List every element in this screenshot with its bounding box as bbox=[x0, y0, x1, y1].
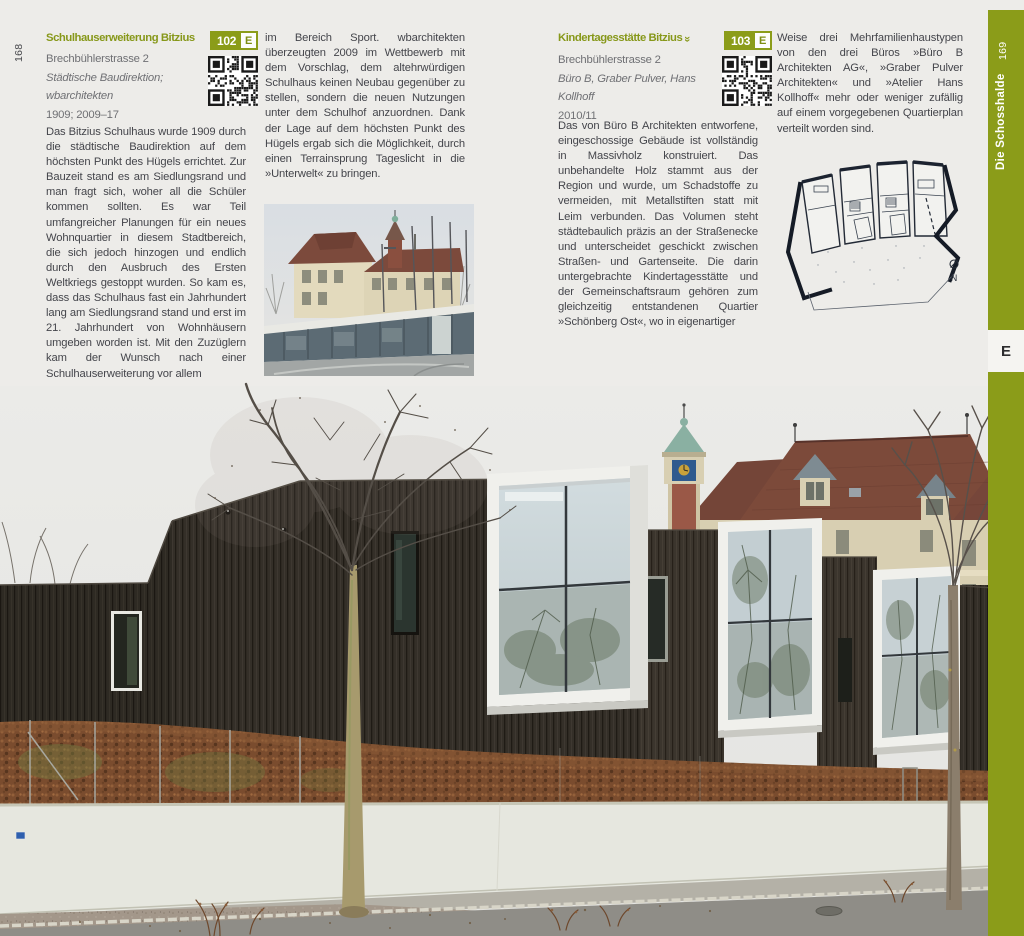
entry-103-badge bbox=[724, 31, 772, 50]
entry-103-text-col2: Weise drei Mehrfamilienhaustypen von den drei Büros »Büro B Architekten AG«, »Graber Pulver Architekten« und »Atelier Hans Kollhoff« mehr oder weniger zufällig auf einem vorgegebenen Quartierplan verteilt worden sind. bbox=[777, 32, 963, 135]
entry-103-address: Brechbühlerstrasse 2 bbox=[558, 54, 661, 66]
entry-103-years: 2010/11 bbox=[558, 109, 597, 122]
entry-102-architect2: wbarchitekten bbox=[46, 90, 114, 103]
section-letter-tab: E bbox=[988, 330, 1024, 372]
qr-code-103 bbox=[722, 56, 772, 106]
entry-102-title: Schulhauserweiterung Bitzius bbox=[46, 32, 195, 44]
wall-sign bbox=[16, 832, 25, 839]
glazed-box-3 bbox=[873, 566, 960, 755]
entry-102-address: Brechbühlerstrasse 2 bbox=[46, 53, 149, 65]
entry-103-number: 103 bbox=[731, 33, 751, 48]
photo-direction-icon: » bbox=[681, 36, 694, 42]
glazed-box-2 bbox=[718, 518, 822, 738]
entry-102-text-col2: im Bereich Sport. wbarchitekten überzeugten 2009 im Wettbewerb mit dem Vorschlag, dem altehrwürdigen Schulhaus keinen Neubau gegenüber zu stellen, sondern die neuen Nutzungen unter dem Schulhof anzuordnen. Dank der Lage auf dem höchsten Punkt des Hügels ergab sich die Möglichkeit, durch einen Terrainsprung Tageslicht in die »Unterwelt« zu bringen. bbox=[265, 32, 465, 180]
entry-103-title: Kindertagesstätte Bitzius bbox=[558, 32, 683, 44]
qr-code-102 bbox=[208, 56, 258, 106]
entry-102-years: 1909; 2009–17 bbox=[46, 108, 119, 121]
manhole-cover bbox=[816, 907, 842, 916]
entry-102-number: 102 bbox=[217, 33, 237, 48]
svg-text:N: N bbox=[950, 273, 958, 283]
entry-103-text-col1: Das von Büro B Architekten entworfene, eingeschossige Gebäude ist vollständig in Massivholz konstruiert. Das unbehandelte Holz stammt aus der Region und wurde, um Schadstoffe zu vermeiden, mit Metallstiften statt mit Leim verbunden. Das Volumen steht städtebaulich präzis an der Straßenecke und unterscheidet geschickt zwischen Straßen- und Gartenseite. Die darin untergebrachte Kindertagesstätte und der Gemeinschaftsraum gehören zum gleichzeitig entstandenen Quartier »Schönberg Ost«, wo in eigenartiger bbox=[558, 120, 758, 329]
entry-102-text-col1: Das Bitzius Schulhaus wurde 1909 durch die städtische Baudirektion auf dem höchsten Punkt des Hügels errichtet. Zur Bauzeit stand es am Siedlungsrand und man fragt sich, woher all die Schüler kommen sollten. Es war Teil umfangreicher Planungen für ein neues Wohnquartier in diesem Stadtbereich, die sich jedoch hinzogen und endlich durch den Ausbruch des Ersten Weltkriegs gestoppt wurden. So kam es, dass das Schulhaus fast ein Jahrhundert lang am Siedlungsrand stand und erst im 21. Jahrhundert von Wohnhäusern umgeben worden ist. Mit den Zuzüglern kam der Wunsch nach einer Schulhauserweiterung vor allem bbox=[46, 126, 246, 380]
page-number-left: 168 bbox=[13, 43, 25, 62]
entry-103-architects: Büro B, Graber Pulver, Hans Kollhoff bbox=[558, 72, 696, 104]
section-tab: Die Schosshalde bbox=[995, 73, 1007, 170]
entry-102-letter-badge: E bbox=[241, 33, 256, 48]
floor-plan-kindertagesstaette bbox=[778, 140, 974, 320]
page-number-right: 169 bbox=[997, 41, 1009, 60]
entry-102-badge bbox=[210, 31, 258, 50]
photo-kindertagesstaette-street bbox=[0, 370, 1024, 936]
entry-102-architect1: Städtische Baudirektion; bbox=[46, 71, 164, 84]
glazed-box-1 bbox=[487, 465, 648, 715]
photo-schulhaus-bitzius bbox=[264, 204, 474, 376]
entry-103-letter-badge: E bbox=[755, 33, 770, 48]
